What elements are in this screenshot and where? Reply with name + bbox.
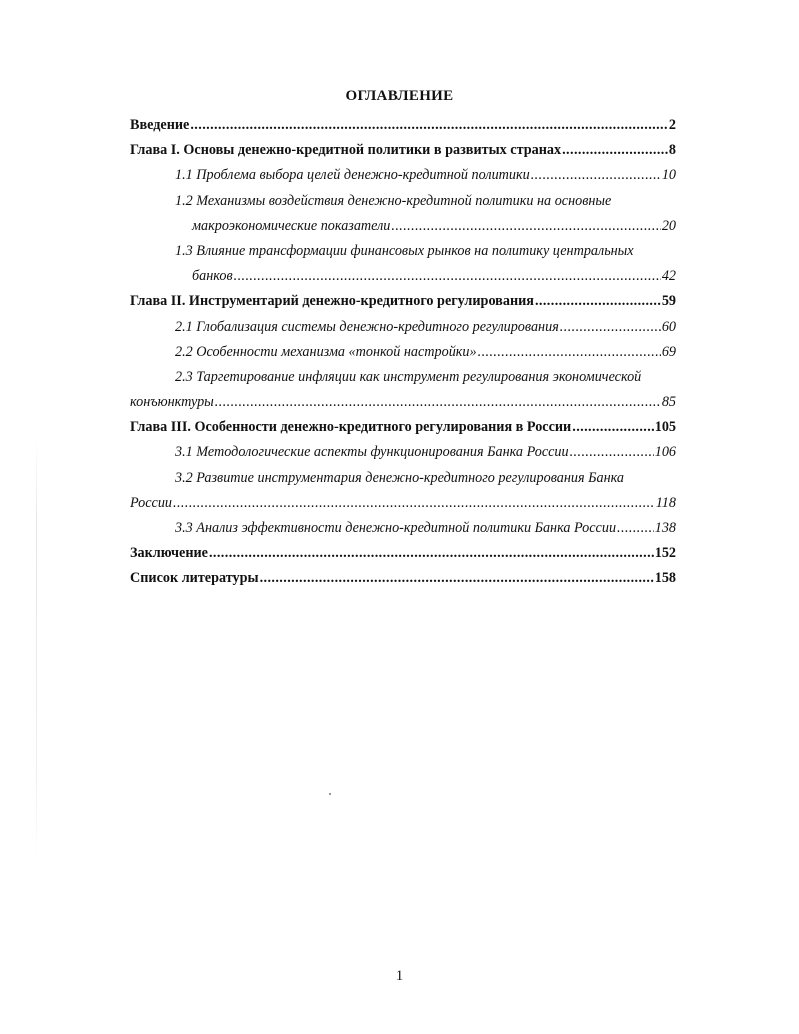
toc-entry-page: 85 [661,394,676,411]
toc-entry-page: 106 [654,444,676,461]
toc-entry-section-1-1 [130,163,676,188]
toc-entry-page: 42 [661,268,676,285]
toc-entry-page: 105 [654,419,676,436]
dot-leader [562,138,668,163]
dot-leader [478,340,661,365]
toc-entry-title: Введение [130,117,190,133]
toc-entry-section-3-1 [130,440,676,465]
dot-leader [572,415,653,440]
toc-entry-page: 69 [661,343,676,360]
toc-entry-section-2-3-line2 [130,390,676,415]
toc-entry-section-1-2-line1 [130,189,676,214]
toc-entry-title-continued: банков [192,268,233,285]
toc-entry-section-1-3-line1 [130,239,676,264]
toc-entry-section-1-2-line2 [130,214,676,239]
toc-entry-title: Заключение [130,545,208,562]
toc-entry-title: Глава III. Особенности денежно-кредитного регулирования в России [130,419,572,436]
toc-entry-section-2-1 [130,315,676,340]
toc-entry-title: 2.2 Особенности механизма «тонкой настройки» [175,343,477,360]
toc-entry-section-3-3 [130,516,676,541]
toc-entry-chapter-3 [130,415,676,440]
dot-leader [173,491,655,516]
toc-entry-page: 10 [661,167,676,184]
toc-entry-introduction [130,113,676,138]
dot-leader [535,289,661,314]
toc-entry-title: Глава II. Инструментарий денежно-кредитного регулирования [130,293,534,310]
toc-entry-section-3-2-line1 [130,466,676,491]
dot-leader [234,264,661,289]
dot-leader [260,566,654,591]
toc-entry-chapter-1 [130,138,676,163]
toc-entry-title: 3.3 Анализ эффективности денежно-кредитной политики Банка России [175,520,617,536]
dot-leader [209,541,654,566]
toc-entry-title: Глава I. Основы денежно-кредитной политики в развитых странах [130,142,562,159]
toc-entry-title: Список литературы [130,570,259,587]
toc-entry-title: 3.1 Методологические аспекты функционирования Банка России [175,444,569,461]
toc-entry-title: 3.2 Развитие инструментария денежно-кредитного регулирования Банка [175,469,625,486]
dot-leader [531,163,661,188]
toc-entry-section-2-3-line1 [130,365,676,390]
toc-entry-page: 60 [661,318,676,335]
toc-entry-page: 152 [654,545,676,562]
toc-entry-title-continued: конъюнктуры [130,394,214,411]
toc-entry-bibliography [130,566,676,591]
dot-leader [617,516,654,541]
toc-entry-section-3-2-line2 [130,491,676,516]
toc-entry-page: 20 [661,217,676,234]
dot-leader [560,315,661,340]
page-title: ОГЛАВЛЕНИЕ [345,88,454,104]
toc-entry-page: 2 [668,117,676,133]
toc-entry-section-1-3-line2 [130,264,676,289]
toc-entry-page: 138 [654,520,676,536]
scan-speck [329,793,331,795]
page-number: 1 [395,968,404,984]
dot-leader [215,390,661,415]
toc-entry-page: 158 [654,570,676,587]
dot-leader [190,113,668,138]
toc-entry-conclusion [130,541,676,566]
toc-entry-section-2-2 [130,340,676,365]
scan-edge-line [36,440,37,860]
toc-entry-title: 1.3 Влияние трансформации финансовых рынков на политику центральных [175,242,634,259]
toc-entry-title-continued: макроэкономические показатели [192,217,391,234]
toc-entry-page: 59 [661,293,676,310]
dot-leader [391,214,660,239]
table-of-contents [130,113,676,592]
toc-entry-title: 2.3 Таргетирование инфляции как инструмент регулирования экономической [175,368,642,385]
dot-leader [570,440,654,465]
toc-entry-page: 8 [668,142,676,159]
toc-entry-title: 2.1 Глобализация системы денежно-кредитного регулирования [175,318,559,335]
toc-entry-title-continued: России [130,494,173,511]
toc-entry-title: 1.2 Механизмы воздействия денежно-кредитной политики на основные [175,192,612,209]
toc-entry-page: 118 [655,494,676,511]
toc-entry-title: 1.1 Проблема выбора целей денежно-кредитной политики [175,167,530,184]
toc-entry-chapter-2 [130,289,676,314]
